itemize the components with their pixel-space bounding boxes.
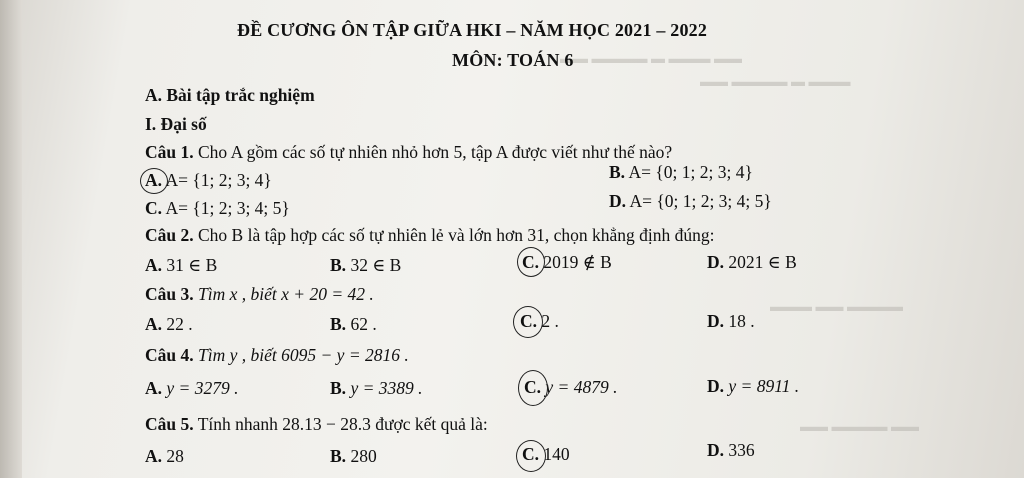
option-2d xyxy=(707,252,797,273)
option-5a xyxy=(145,446,184,467)
option-text: 140 xyxy=(543,444,570,464)
bleed-through-mark: ▬▬▬ ▬ ▬▬▬▬ ▬▬ xyxy=(700,75,851,90)
answer-circle xyxy=(140,168,168,194)
option-letter: C. xyxy=(524,377,542,397)
question-text: Tính nhanh 28.13 − 28.3 được kết quả là: xyxy=(197,414,488,434)
question-5 xyxy=(145,414,488,435)
question-text: Tìm x , biết x + 20 = 42 . xyxy=(198,284,374,304)
option-text: 2021 ∈ B xyxy=(728,252,797,272)
question-2 xyxy=(145,225,714,246)
option-3a xyxy=(145,314,193,335)
document-title: ĐỀ CƯƠNG ÔN TẬP GIỮA HKI – NĂM HỌC 2021 – 2022 xyxy=(237,20,708,40)
bleed-through-mark: ▬▬ ▬▬▬▬ ▬▬ xyxy=(800,420,919,435)
option-4b xyxy=(330,378,423,399)
option-letter: A. xyxy=(145,446,163,466)
option-letter: A. xyxy=(145,255,163,275)
question-text: Tìm y , biết 6095 − y = 2816 . xyxy=(198,345,409,365)
option-3b xyxy=(330,314,377,335)
option-text: 2019 ∉ B xyxy=(543,252,612,272)
answer-circle xyxy=(513,306,543,338)
option-letter: D. xyxy=(707,376,725,396)
option-text: 280 xyxy=(350,446,377,466)
question-4 xyxy=(145,345,409,366)
option-letter: D. xyxy=(707,252,725,272)
question-label: Câu 2. xyxy=(145,225,194,245)
option-letter: D. xyxy=(609,191,627,211)
option-4d xyxy=(707,376,799,397)
question-label: Câu 5. xyxy=(145,414,194,434)
answer-circle xyxy=(517,247,545,277)
section-heading: A. Bài tập trắc nghiệm xyxy=(145,85,315,105)
option-letter: A. xyxy=(145,314,163,334)
question-label: Câu 3. xyxy=(145,284,194,304)
option-letter: D. xyxy=(707,311,725,331)
option-text: A= {0; 1; 2; 3; 4} xyxy=(628,162,753,182)
option-letter: A. xyxy=(145,170,163,190)
question-text: Cho A gồm các số tự nhiên nhỏ hơn 5, tập A được viết như thế nào? xyxy=(198,142,673,162)
option-letter: D. xyxy=(707,440,725,460)
option-text: 62 . xyxy=(350,314,377,334)
option-text: 22 . xyxy=(166,314,193,334)
option-text: 28 xyxy=(166,446,184,466)
option-letter: B. xyxy=(330,446,347,466)
option-3d xyxy=(707,311,755,332)
answer-circle xyxy=(516,440,546,472)
option-text: A= {1; 2; 3; 4; 5} xyxy=(165,198,290,218)
option-letter: B. xyxy=(609,162,626,182)
option-5d xyxy=(707,440,755,461)
answer-circle xyxy=(518,370,548,406)
option-text: 2 . xyxy=(541,311,559,331)
option-letter: C. xyxy=(522,444,540,464)
option-letter: B. xyxy=(330,255,347,275)
page-edge xyxy=(0,0,22,478)
question-label: Câu 1. xyxy=(145,142,194,162)
option-text: y = 3279 . xyxy=(166,378,239,398)
option-letter: C. xyxy=(520,311,538,331)
question-text: Cho B là tập hợp các số tự nhiên lẻ và lớn hơn 31, chọn khẳng định đúng: xyxy=(198,225,715,245)
bleed-through-mark: ▬▬ ▬▬▬ ▬ ▬▬▬▬ ▬▬ xyxy=(560,52,742,67)
option-2a xyxy=(145,255,217,276)
option-text: y = 3389 . xyxy=(350,378,423,398)
question-label: Câu 4. xyxy=(145,345,194,365)
subsection-heading: I. Đại số xyxy=(145,114,207,134)
subject-title: MÔN: TOÁN 6 xyxy=(452,50,574,70)
question-1 xyxy=(145,142,672,163)
option-4a xyxy=(145,378,238,399)
option-1d xyxy=(609,191,772,212)
option-1b xyxy=(609,162,753,183)
option-5b xyxy=(330,446,377,467)
bleed-through-mark: ▬▬▬▬ ▬▬ ▬▬▬ xyxy=(770,300,903,315)
option-text: 336 xyxy=(728,440,755,460)
option-1c xyxy=(145,198,290,219)
option-2b xyxy=(330,255,401,276)
option-letter: B. xyxy=(330,314,347,334)
option-text: A= {1; 2; 3; 4} xyxy=(165,170,272,190)
option-text: y = 4879 . xyxy=(545,377,618,397)
option-text: 18 . xyxy=(728,311,755,331)
option-text: y = 8911 . xyxy=(728,376,800,396)
question-3 xyxy=(145,284,374,305)
option-letter: C. xyxy=(522,252,540,272)
option-text: 31 ∈ B xyxy=(166,255,218,275)
option-letter: B. xyxy=(330,378,347,398)
option-text: A= {0; 1; 2; 3; 4; 5} xyxy=(629,191,772,211)
option-letter: C. xyxy=(145,198,163,218)
option-letter: A. xyxy=(145,378,163,398)
option-text: 32 ∈ B xyxy=(350,255,402,275)
